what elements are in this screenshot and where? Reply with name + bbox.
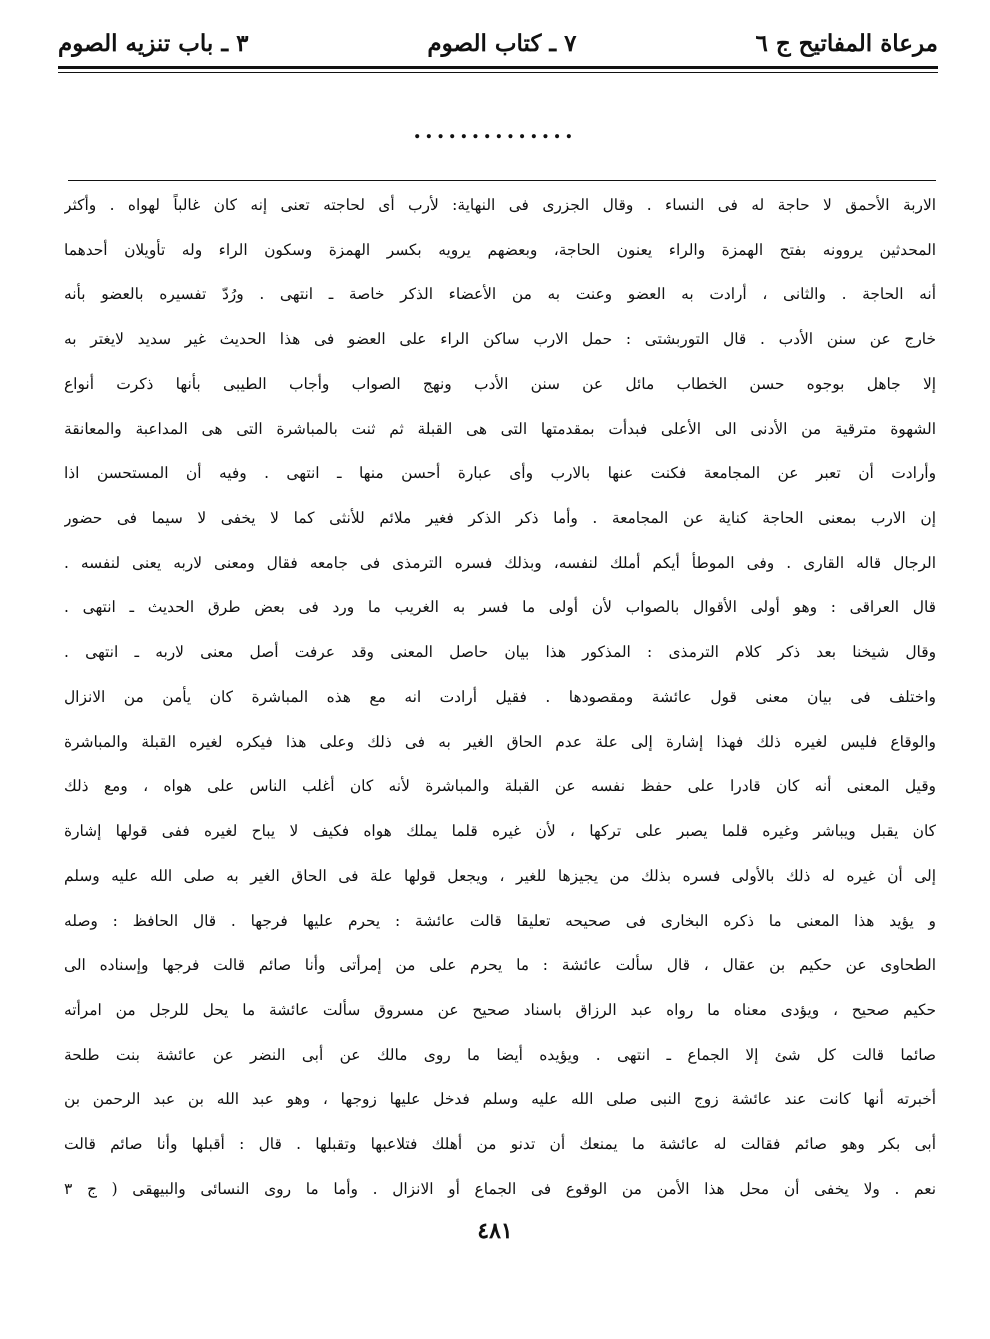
text-line: واختلف فى بيان معنى قول عائشة ومقصودها . فقيل أرادت انه مع هذه المباشرة كان يأمن من الانزال	[64, 687, 936, 706]
text-line: أنه الحاجة . والثانى ، أرادت به العضو وعنت به من الأعضاء الذكر خاصة ـ انتهى . ورُدّ تفسيره بالعضو بأنه	[64, 285, 936, 304]
text-line: الطحاوى عن حكيم بن عقال ، قال سألت عائشة : ما يحرم على من إمرأتى وأنا صائم قالت فرجها وإسناده الى	[64, 956, 936, 975]
body-text	[64, 190, 936, 1205]
text-line: الشهوة مترقية من الأدنى الى الأعلى فبدأت بمقدمتها التى هى القبلة ثم ثنت بالمباشرة التى هى المداعبة والمعانقة	[64, 419, 936, 438]
text-line: حكيم صحيح ، ويؤدى معناه ما رواه عبد الرزاق باسناد صحيح عن مسروق سألت عائشة ما يحل للرجل من امرأته	[64, 1000, 936, 1019]
text-line: إن الارب بمعنى الحاجة كناية عن المجامعة . وأما ذكر الذكر فغير ملائم للأنثى كما لا يخفى لا سيما فى حضور	[64, 509, 936, 528]
section-ornament: ..............	[413, 118, 577, 144]
header-rule	[58, 66, 938, 73]
section-rule	[68, 180, 936, 181]
page-number: ٤٨١	[477, 1218, 513, 1244]
text-line: و يؤيد هذا المعنى ما ذكره البخارى فى صحيحه تعليقا قالت عائشة : يحرم عليها فرجها . قال الحافظ : وصله	[64, 911, 936, 930]
text-line: وأرادت أن تعبر عن المجامعة فكنت عنها بالارب وأى عبارة أحسن منها ـ انتهى . وفيه أن المستحسن اذا	[64, 464, 936, 483]
text-line: وقال شيخنا بعد ذكر كلام الترمذى : المذكور هذا بيان حاصل المعنى وقد عرفت أصل معنى لاربه ـ انتهى .	[64, 643, 936, 662]
text-line: خارج عن سنن الأدب . قال التوربشتى : حمل الارب ساكن الراء على العضو فى هذا الحديث غير سديد لايغتر به	[64, 330, 936, 349]
section-title: ٣ ـ باب تنزيه الصوم	[58, 29, 249, 57]
text-line: صائما قالت كل شئ إلا الجماع ـ انتهى . ويؤيده أيضا ما روى مالك عن أبى النضر عن عائشة بنت طلحة	[64, 1045, 936, 1064]
text-line: أخبرته أنها كانت عند عائشة زوج النبى صلى الله عليه وسلم فدخل عليها زوجها ، وهو عبد الله بن عبد الرحمن بن	[64, 1090, 936, 1109]
chapter-title: ٧ ـ كتاب الصوم	[427, 29, 577, 57]
text-line: المحدثين يروونه بفتح الهمزة والراء يعنون الحاجة، وبعضهم يرويه بكسر الهمزة وسكون الراء وله تأويلان أحدهما	[64, 240, 936, 259]
text-line: قال العراقى : وهو أولى الأقوال بالصواب لأن أولى ما فسر به الغريب ما ورد فى بعض طرق الحديث ـ انتهى .	[64, 598, 936, 617]
text-line: كان يقبل ويباشر وغيره قلما يصبر على تركها ، لأن غيره قلما يملك هواه فكيف لا يباح لغيره ففى قولها إشارة	[64, 822, 936, 841]
text-line: إلا جاهل بوجوه حسن الخطاب مائل عن سنن الأدب ونهج الصواب وأجاب الطيبى بأنها ذكرت أنواع	[64, 374, 936, 393]
text-line: والوقاع فليس لغيره ذلك فهذا إشارة إلى علة عدم الحاق الغير به فى ذلك وعلى هذا فيكره لغيره القبلة والمباشرة	[64, 732, 936, 751]
text-line: أبى بكر وهو صائم فقالت له عائشة ما يمنعك أن تدنو من أهلك فتلاعبها وتقبلها . قال : أقبلها وأنا صائم قالت	[64, 1135, 936, 1154]
text-line: الرجال قاله القارى . وفى الموطأ أيكم أملك لنفسه، وبذلك فسره الترمذى فى جامعه فقال ومعنى لاربه يعنى لنفسه .	[64, 553, 936, 572]
text-line: الاربة الأحمق لا حاجة له فى النساء . وقال الجزرى فى النهاية: لأرب أى لحاجته تعنى إنه كان غالباً لهواه . وأكثر	[64, 196, 936, 214]
text-line: إلى أن غيره له ذلك بالأولى فسره بذلك من يجيزها للغير ، ويجعل قولها علة فى الحاق الغير به صلى الله عليه وسلم	[64, 866, 936, 885]
text-line: نعم . ولا يخفى أن محل هذا الأمن من الوقوع فى الجماع أو الانزال . وأما ما روى النسائى والبيهقى ( ج ٣	[64, 1179, 936, 1198]
book-title: مرعاة المفاتيح ج ٦	[755, 29, 938, 57]
text-line: وقيل المعنى أنه كان قادرا على حفظ نفسه عن القبلة والمباشرة لأنه كان أغلب الناس على هواه ، ومع ذلك	[64, 777, 936, 796]
running-header	[58, 20, 938, 66]
